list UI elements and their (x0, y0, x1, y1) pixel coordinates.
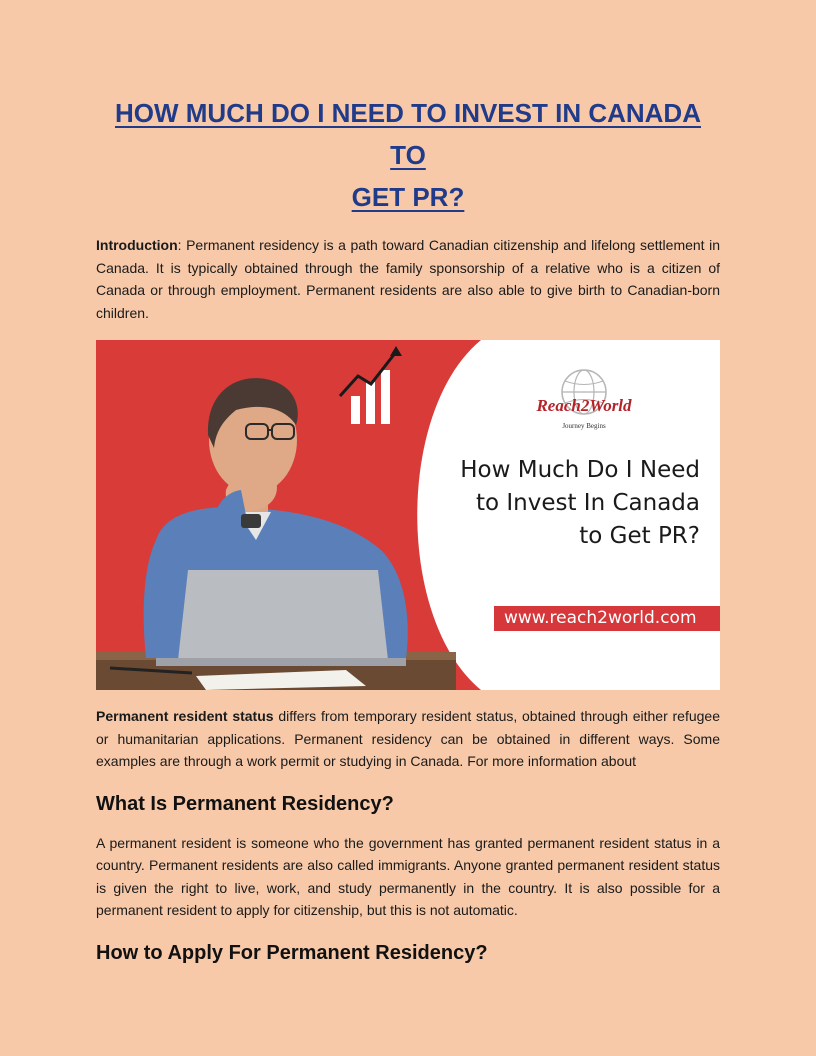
document-page (96, 92, 720, 967)
status-label: Permanent resident status (96, 708, 274, 724)
banner-url: www.reach2world.com (494, 606, 720, 631)
brand-tagline: Journey Begins (562, 422, 606, 430)
hero-banner-image (96, 340, 720, 690)
banner-headline (400, 454, 700, 553)
heading-how-to-apply: How to Apply For Permanent Residency? (96, 941, 488, 964)
title-line-1: HOW MUCH DO I NEED TO INVEST IN CANADA TO (115, 98, 701, 170)
brand-name: Reach2World (536, 396, 632, 415)
what-is-pr-paragraph: A permanent resident is someone who the government has granted permanent resident status in a country. Permanent residents are also called immigrants. Anyone granted permanent resident status is given the right to live, work, and study permanently in the country. It is also possible for a permanent resident to apply for citizenship, but this is not automatic. (96, 834, 720, 918)
brand-logo (524, 396, 644, 430)
intro-paragraph (96, 234, 720, 324)
title-line-2: GET PR? (351, 182, 465, 212)
status-text: differs from temporary resident status, obtained through either refugee or humanitarian applications. Permanent residency can be obtained in different ways. Some examples are through a work permit or studying in Canada. For more information about (96, 708, 720, 769)
page-title (96, 92, 720, 218)
growth-chart-icon (340, 346, 402, 424)
status-paragraph (96, 705, 720, 773)
banner-headline-line-1: How Much Do I Need (460, 457, 700, 483)
banner-headline-line-3: to Get PR? (579, 523, 700, 549)
heading-what-is-pr: What Is Permanent Residency? (96, 792, 394, 815)
intro-text: : Permanent residency is a path toward Canadian citizenship and lifelong settlement in Canada. It is typically obtained through the family sponsorship of a relative who is a citizen of Canada or through employment. Permanent residents are also able to give birth to Canadian-born children. (96, 237, 720, 321)
intro-label: Introduction (96, 237, 178, 253)
banner-headline-line-2: to Invest In Canada (475, 490, 700, 516)
